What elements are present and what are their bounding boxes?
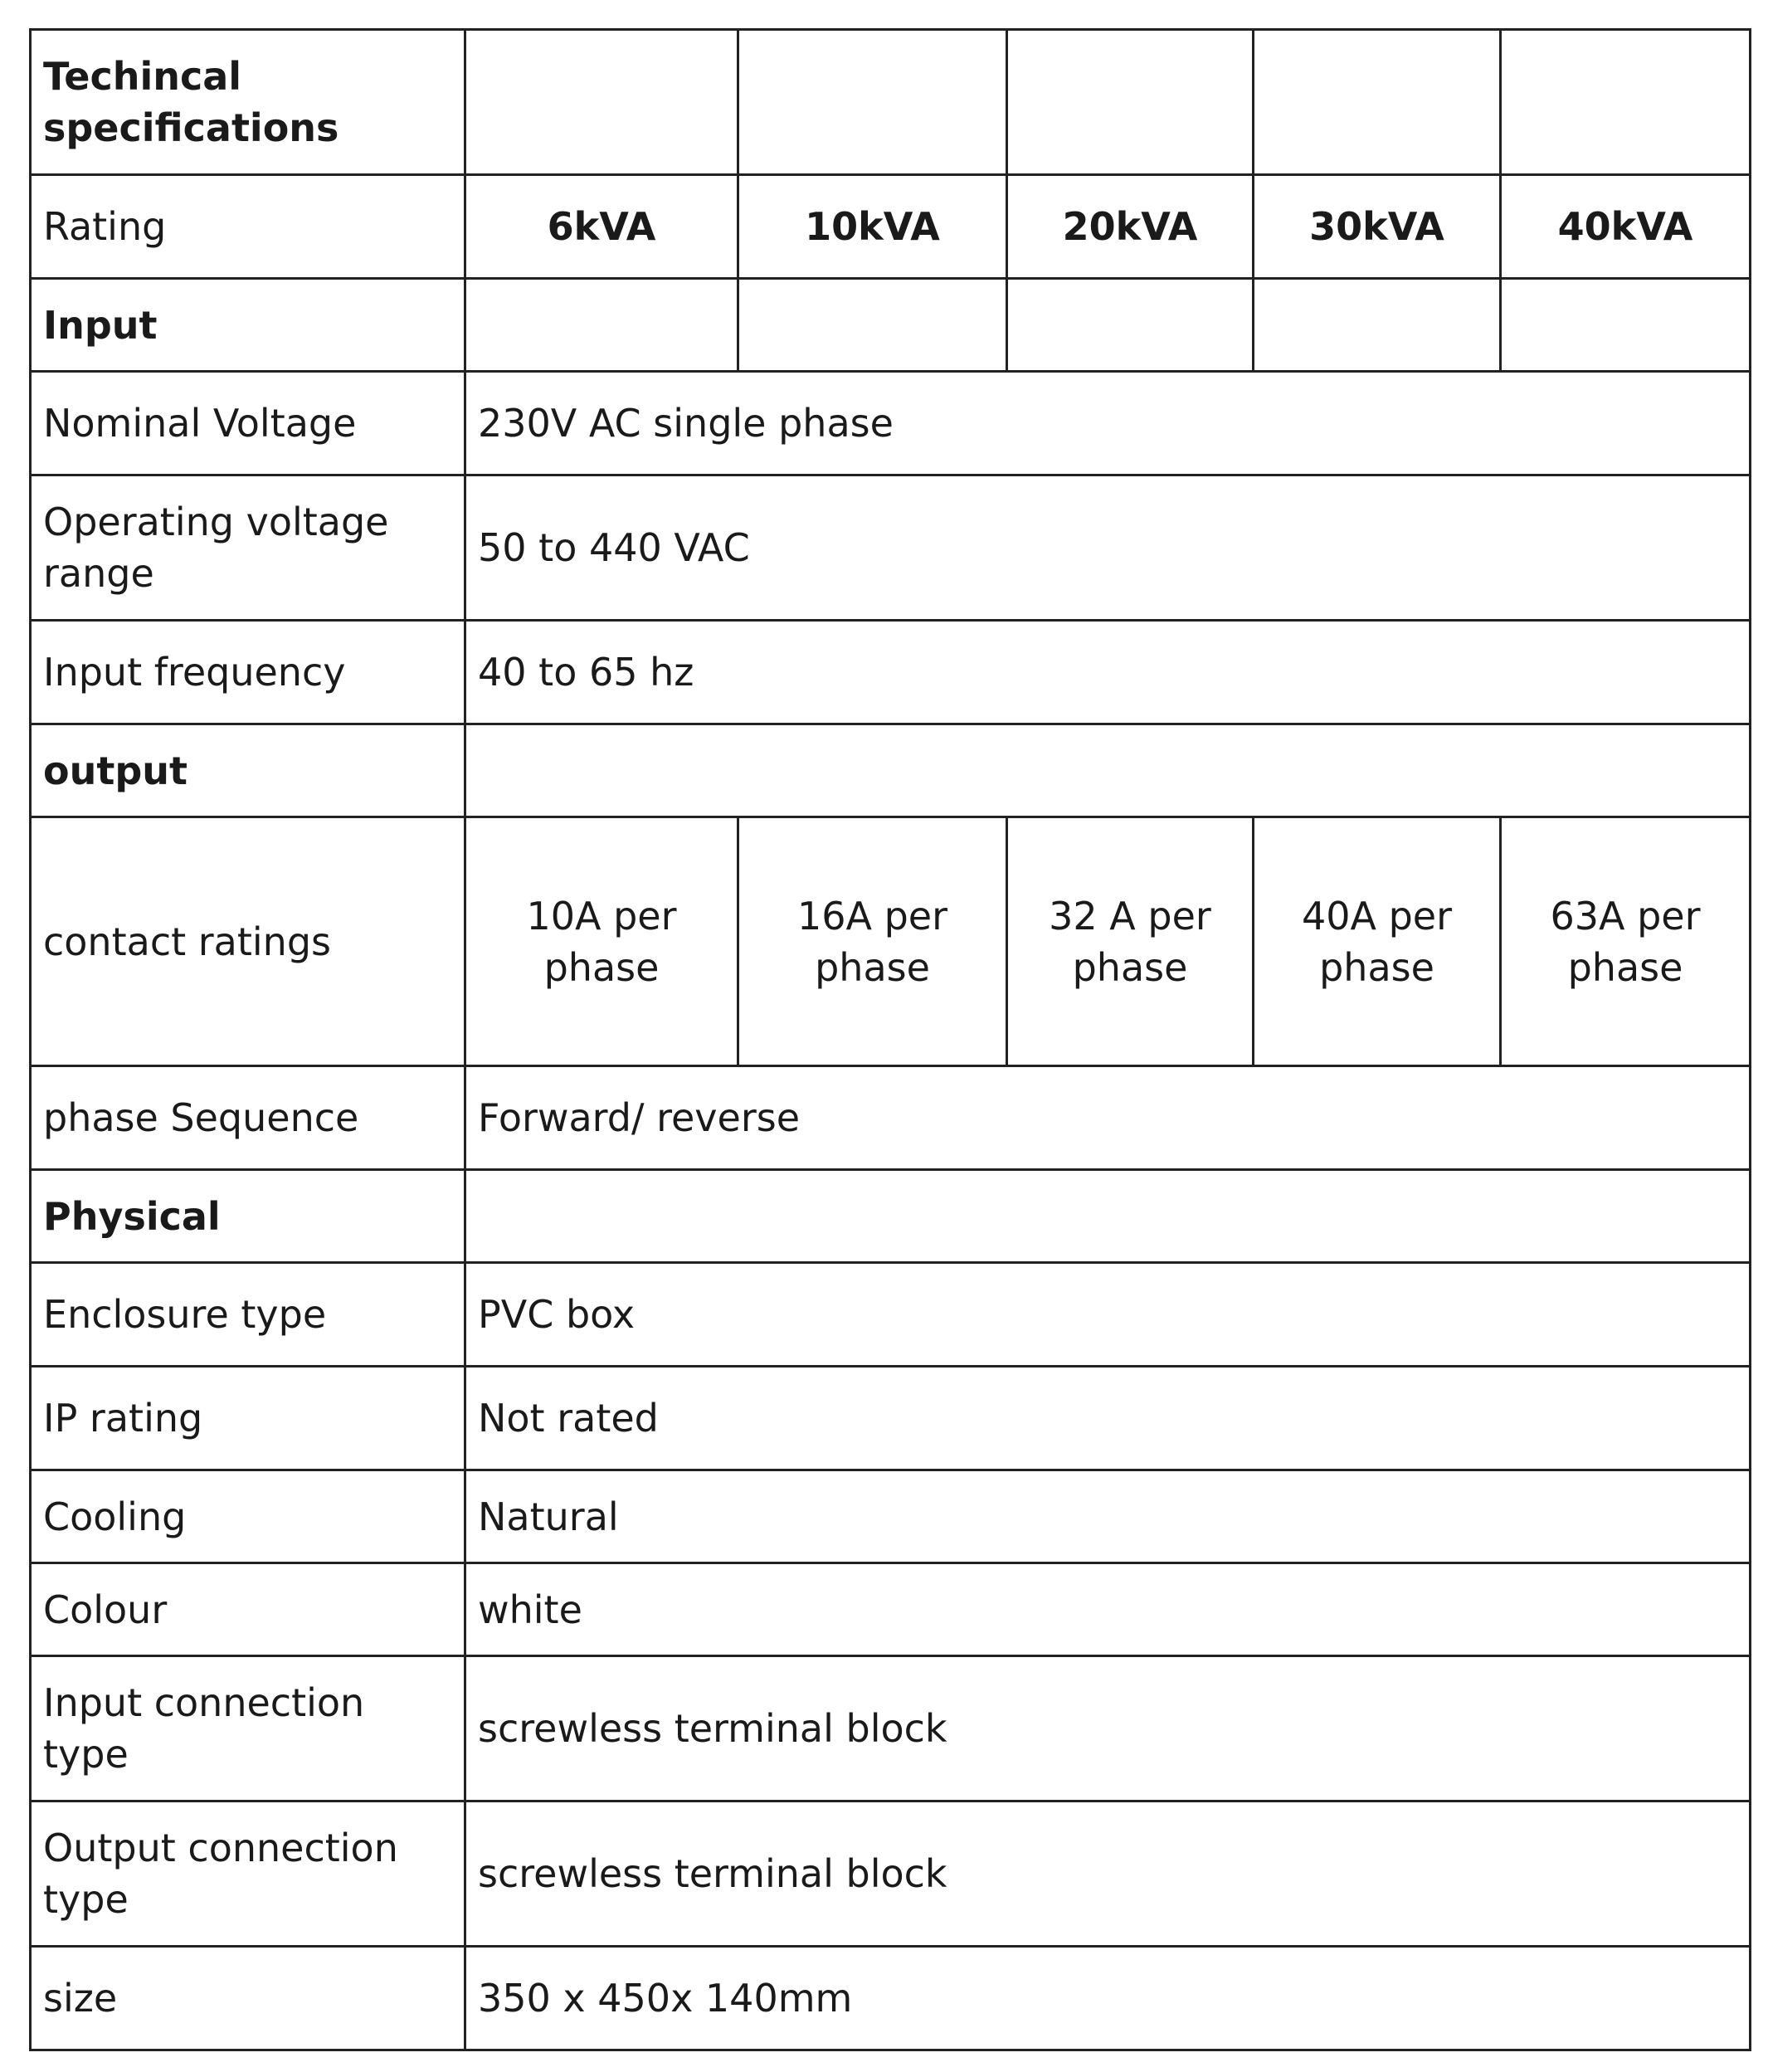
table-row bbox=[31, 1656, 1751, 1801]
table-row bbox=[31, 1801, 1751, 1947]
empty-cell bbox=[1007, 279, 1254, 372]
row-label: Operating voltage range bbox=[31, 475, 465, 621]
empty-cell bbox=[1501, 279, 1751, 372]
table-header-row bbox=[31, 30, 1751, 175]
row-label: Input frequency bbox=[31, 621, 465, 724]
row-value: 50 to 440 VAC bbox=[465, 475, 1751, 621]
table-row bbox=[31, 1066, 1751, 1170]
empty-cell bbox=[1007, 30, 1254, 175]
table-row bbox=[31, 1263, 1751, 1367]
empty-cell bbox=[465, 1170, 1751, 1263]
table-row bbox=[31, 372, 1751, 475]
row-value: white bbox=[465, 1563, 1751, 1656]
rating-value: 40kVA bbox=[1501, 175, 1751, 279]
rating-row bbox=[31, 175, 1751, 279]
contact-rating-value: 10A per phase bbox=[465, 817, 738, 1066]
empty-cell bbox=[1254, 279, 1501, 372]
row-label: Colour bbox=[31, 1563, 465, 1656]
empty-cell bbox=[1254, 30, 1501, 175]
technical-specifications-table bbox=[29, 28, 1751, 2051]
row-label: phase Sequence bbox=[31, 1066, 465, 1170]
table-row bbox=[31, 1367, 1751, 1470]
section-row-physical bbox=[31, 1170, 1751, 1263]
table-row bbox=[31, 1563, 1751, 1656]
rating-value: 30kVA bbox=[1254, 175, 1501, 279]
rating-label: Rating bbox=[31, 175, 465, 279]
row-value: screwless terminal block bbox=[465, 1801, 1751, 1947]
table-row bbox=[31, 475, 1751, 621]
row-value: Forward/ reverse bbox=[465, 1066, 1751, 1170]
empty-cell bbox=[738, 279, 1007, 372]
contact-rating-value: 32 A per phase bbox=[1007, 817, 1254, 1066]
section-heading: output bbox=[31, 724, 465, 817]
rating-value: 6kVA bbox=[465, 175, 738, 279]
section-row-output bbox=[31, 724, 1751, 817]
row-label: Input connection type bbox=[31, 1656, 465, 1801]
row-label: Cooling bbox=[31, 1470, 465, 1563]
section-heading: Physical bbox=[31, 1170, 465, 1263]
row-label: IP rating bbox=[31, 1367, 465, 1470]
section-heading: Input bbox=[31, 279, 465, 372]
table-row bbox=[31, 1470, 1751, 1563]
empty-cell bbox=[465, 724, 1751, 817]
empty-cell bbox=[738, 30, 1007, 175]
row-value: Natural bbox=[465, 1470, 1751, 1563]
contact-rating-value: 40A per phase bbox=[1254, 817, 1501, 1066]
table-row bbox=[31, 621, 1751, 724]
row-value: screwless terminal block bbox=[465, 1656, 1751, 1801]
rating-value: 20kVA bbox=[1007, 175, 1254, 279]
empty-cell bbox=[1501, 30, 1751, 175]
rating-value: 10kVA bbox=[738, 175, 1007, 279]
empty-cell bbox=[465, 30, 738, 175]
table-row bbox=[31, 1947, 1751, 2050]
row-value: 230V AC single phase bbox=[465, 372, 1751, 475]
contact-ratings-row bbox=[31, 817, 1751, 1066]
row-value: 350 x 450x 140mm bbox=[465, 1947, 1751, 2050]
row-value: PVC box bbox=[465, 1263, 1751, 1367]
row-value: Not rated bbox=[465, 1367, 1751, 1470]
row-label: contact ratings bbox=[31, 817, 465, 1066]
section-row-input bbox=[31, 279, 1751, 372]
row-label: Nominal Voltage bbox=[31, 372, 465, 475]
row-label: Enclosure type bbox=[31, 1263, 465, 1367]
empty-cell bbox=[465, 279, 738, 372]
table-title-cell: Techincal specifications bbox=[31, 30, 465, 175]
row-label: Output connection type bbox=[31, 1801, 465, 1947]
row-label: size bbox=[31, 1947, 465, 2050]
row-value: 40 to 65 hz bbox=[465, 621, 1751, 724]
contact-rating-value: 63A per phase bbox=[1501, 817, 1751, 1066]
contact-rating-value: 16A per phase bbox=[738, 817, 1007, 1066]
